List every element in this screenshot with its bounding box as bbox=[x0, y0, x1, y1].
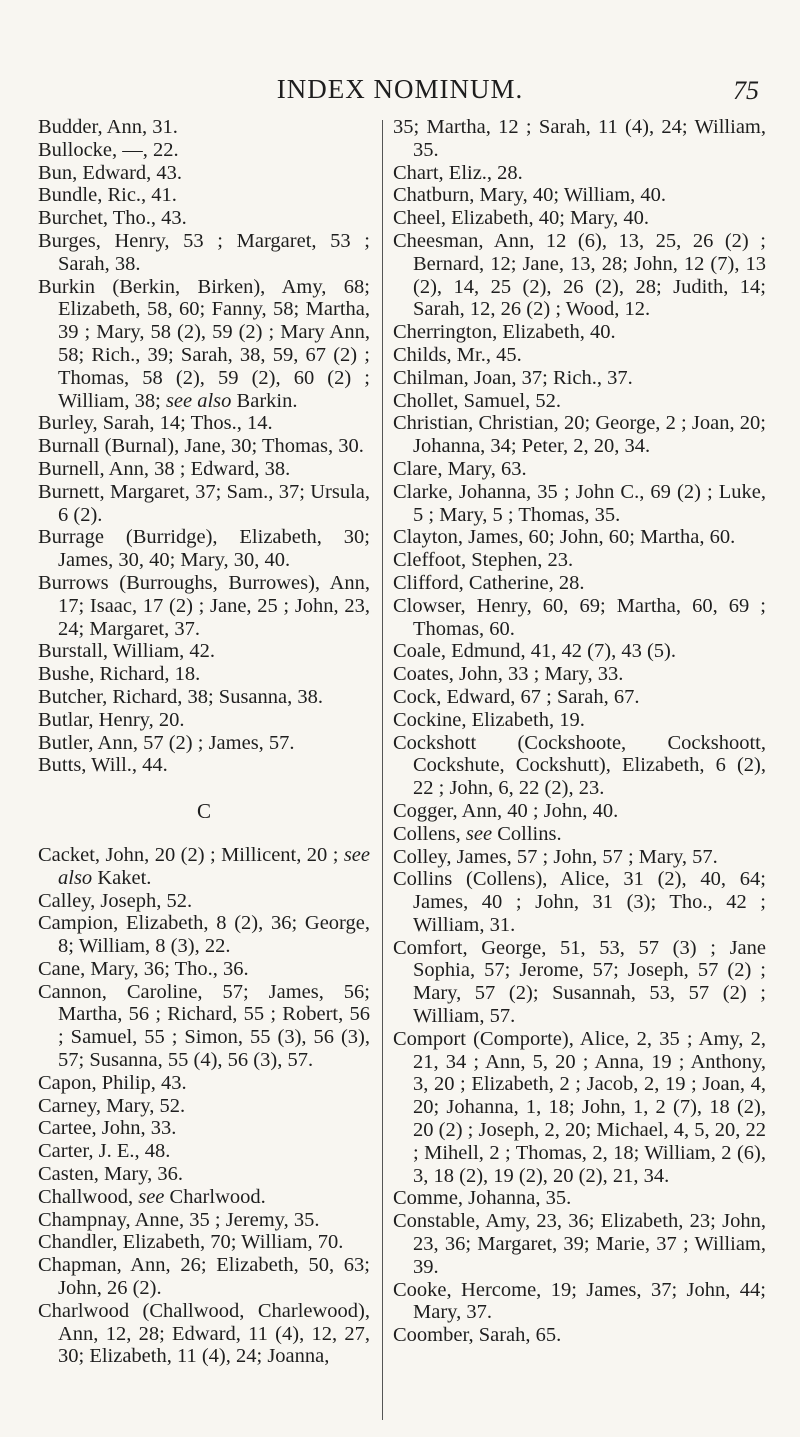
entries-b-list bbox=[38, 116, 370, 777]
index-entry: Cheesman, Ann, 12 (6), 13, 25, 26 (2) ; Bernard, 12; Jane, 13, 28; John, 12 (7), 13 (2), 14, 25 (2), 26 (2), 28; Judith, 14; Sarah, 12, 26 (2) ; Wood, 12. bbox=[393, 229, 766, 321]
index-entry: Capon, Philip, 43. bbox=[38, 1071, 187, 1094]
index-entry: Burnall (Burnal), Jane, 30; Thomas, 30. bbox=[38, 435, 364, 458]
index-entry: Collins (Collens), Alice, 31 (2), 40, 64; James, 40 ; John, 31 (3); Tho., 42 ; William, 31. bbox=[393, 868, 766, 936]
index-entry: Burges, Henry, 53 ; Margaret, 53 ; Sarah, 38. bbox=[38, 229, 370, 275]
index-entry: Chandler, Elizabeth, 70; William, 70. bbox=[38, 1231, 344, 1254]
index-entry: Cockshott (Cockshoote, Cockshoott, Cockshute, Cockshutt), Elizabeth, 6 (2), 22 ; John, 6, 22 (2), 23. bbox=[393, 731, 766, 800]
index-entry: Chapman, Ann, 26; Elizabeth, 50, 63; John, 26 (2). bbox=[38, 1254, 370, 1300]
index-entry: Colley, James, 57 ; John, 57 ; Mary, 57. bbox=[393, 845, 718, 868]
index-entry: Cartee, John, 33. bbox=[38, 1117, 177, 1140]
index-entry: Bushe, Richard, 18. bbox=[38, 663, 201, 686]
index-entry: Cockine, Elizabeth, 19. bbox=[393, 708, 585, 731]
index-entry: Comme, Johanna, 35. bbox=[393, 1187, 572, 1210]
index-entry: Christian, Christian, 20; George, 2 ; Joan, 20; Johanna, 34; Peter, 2, 20, 34. bbox=[393, 412, 766, 458]
page-number: 75 bbox=[733, 76, 759, 105]
index-entry: Carter, J. E., 48. bbox=[38, 1140, 171, 1163]
index-entry: Cacket, John, 20 (2) ; Millicent, 20 ; see also Kaket. bbox=[38, 843, 370, 889]
right-column bbox=[393, 116, 766, 1347]
index-entry: Clarke, Johanna, 35 ; John C., 69 (2) ; Luke, 5 ; Mary, 5 ; Thomas, 35. bbox=[393, 480, 766, 526]
index-entry: Bullocke, —, 22. bbox=[38, 138, 179, 161]
index-entry: Burnell, Ann, 38 ; Edward, 38. bbox=[38, 457, 291, 480]
index-entry: Coates, John, 33 ; Mary, 33. bbox=[393, 663, 624, 686]
index-entry: Burrows (Burroughs, Burrowes), Ann, 17; Isaac, 17 (2) ; Jane, 25 ; John, 23, 24; Margaret, 37. bbox=[38, 571, 370, 640]
index-entry: Chollet, Samuel, 52. bbox=[393, 389, 561, 412]
index-entry: Burchet, Tho., 43. bbox=[38, 207, 187, 230]
index-entry: Budder, Ann, 31. bbox=[38, 116, 178, 138]
index-entry: Charlwood (Challwood, Charlewood), Ann, 12, 28; Edward, 11 (4), 12, 27, 30; Elizabeth, 11 (4), 24; Joanna, bbox=[38, 1299, 370, 1368]
index-entry: Burstall, William, 42. bbox=[38, 640, 216, 663]
column-divider bbox=[382, 120, 383, 1420]
index-entry: Bundle, Ric., 41. bbox=[38, 184, 177, 207]
index-entry: Cane, Mary, 36; Tho., 36. bbox=[38, 957, 249, 980]
index-entry: Clayton, James, 60; John, 60; Martha, 60. bbox=[393, 526, 736, 549]
index-entry: Constable, Amy, 23, 36; Elizabeth, 23; John, 23, 36; Margaret, 39; Marie, 37 ; William, 39. bbox=[393, 1210, 766, 1278]
index-entry: Cooke, Hercome, 19; James, 37; John, 44; Mary, 37. bbox=[393, 1278, 766, 1324]
index-entry: Comport (Comporte), Alice, 2, 35 ; Amy, 2, 21, 34 ; Ann, 5, 20 ; Anna, 19 ; Anthony, 3, 20 ; Elizabeth, 2 ; Jacob, 2, 19 ; Joan, 4, 20; Johanna, 1, 18; John, 1, 2 (7), 18 (2), 20 (2) ; Joseph, 2, 20; Michael, 4, 5, 20, 22 ; Mihell, 2 ; Thomas, 2, 18; William, 2 (6), 3, 18 (2), 19 (2), 20 (2), 21, 34. bbox=[393, 1027, 767, 1187]
index-entry: Bun, Edward, 43. bbox=[38, 161, 183, 184]
index-entry: Burnett, Margaret, 37; Sam., 37; Ursula, 6 (2). bbox=[38, 480, 370, 526]
index-entry: Coomber, Sarah, 65. bbox=[393, 1324, 562, 1347]
index-entry: Cherrington, Elizabeth, 40. bbox=[393, 321, 616, 344]
left-column bbox=[38, 116, 370, 1368]
index-entry: Cock, Edward, 67 ; Sarah, 67. bbox=[393, 685, 640, 708]
index-entry: Comfort, George, 51, 53, 57 (3) ; Jane Sophia, 57; Jerome, 57; Joseph, 57 (2) ; Mary, 57 (2); Susannah, 53, 57 (2) ; William, 57. bbox=[393, 936, 766, 1028]
index-entry: Challwood, see Charlwood. bbox=[38, 1185, 266, 1208]
index-entry: Burkin (Berkin, Birken), Amy, 68; Elizabeth, 58, 60; Fanny, 58; Martha, 39 ; Mary, 58 (2), 59 (2) ; Mary Ann, 58; Rich., 39; Sarah, 38, 59, 67 (2) ; Thomas, 58 (2), 59 (2), 60 (2) ; William, 38; see also Barkin. bbox=[38, 275, 370, 412]
index-entry: Collens, see Collins. bbox=[393, 822, 562, 845]
index-entry: Cheel, Elizabeth, 40; Mary, 40. bbox=[393, 207, 649, 230]
running-header: INDEX NOMINUM. bbox=[276, 74, 524, 104]
index-entry: Cannon, Caroline, 57; James, 56; Martha, 56 ; Richard, 55 ; Robert, 56 ; Samuel, 55 ; Simon, 55 (3), 56 (3), 57; Susanna, 55 (4), 56 (3), 57. bbox=[38, 980, 370, 1072]
index-entry: Butts, Will., 44. bbox=[38, 754, 168, 777]
index-entry: Casten, Mary, 36. bbox=[38, 1163, 183, 1186]
index-entry: Carney, Mary, 52. bbox=[38, 1094, 186, 1117]
index-entry: Childs, Mr., 45. bbox=[393, 343, 522, 366]
entries-c-list bbox=[38, 844, 370, 1368]
index-entry: Butlar, Henry, 20. bbox=[38, 708, 185, 731]
index-entry: Campion, Elizabeth, 8 (2), 36; George, 8; William, 8 (3), 22. bbox=[38, 912, 370, 958]
index-entry: Champnay, Anne, 35 ; Jeremy, 35. bbox=[38, 1208, 320, 1231]
entries-right-list bbox=[393, 116, 766, 1347]
index-entry: Clifford, Catherine, 28. bbox=[393, 571, 585, 594]
index-entry: Cogger, Ann, 40 ; John, 40. bbox=[393, 799, 619, 822]
index-entry: Burrage (Burridge), Elizabeth, 30; James, 30, 40; Mary, 30, 40. bbox=[38, 526, 370, 572]
index-entry: 35; Martha, 12 ; Sarah, 11 (4), 24; William, 35. bbox=[393, 116, 766, 161]
index-entry: Burley, Sarah, 14; Thos., 14. bbox=[38, 412, 273, 435]
index-entry: Clare, Mary, 63. bbox=[393, 457, 527, 480]
index-entry: Chilman, Joan, 37; Rich., 37. bbox=[393, 366, 633, 389]
index-entry: Chatburn, Mary, 40; William, 40. bbox=[393, 184, 667, 207]
section-heading-c: C bbox=[196, 799, 211, 824]
index-entry: Cleffoot, Stephen, 23. bbox=[393, 549, 574, 572]
index-entry: Clowser, Henry, 60, 69; Martha, 60, 69 ; Thomas, 60. bbox=[393, 594, 766, 640]
index-entry: Butcher, Richard, 38; Susanna, 38. bbox=[38, 685, 323, 708]
index-entry: Butler, Ann, 57 (2) ; James, 57. bbox=[38, 731, 295, 754]
index-entry: Chart, Eliz., 28. bbox=[393, 161, 523, 184]
index-entry: Calley, Joseph, 52. bbox=[38, 889, 193, 912]
index-entry: Coale, Edmund, 41, 42 (7), 43 (5). bbox=[393, 640, 676, 663]
